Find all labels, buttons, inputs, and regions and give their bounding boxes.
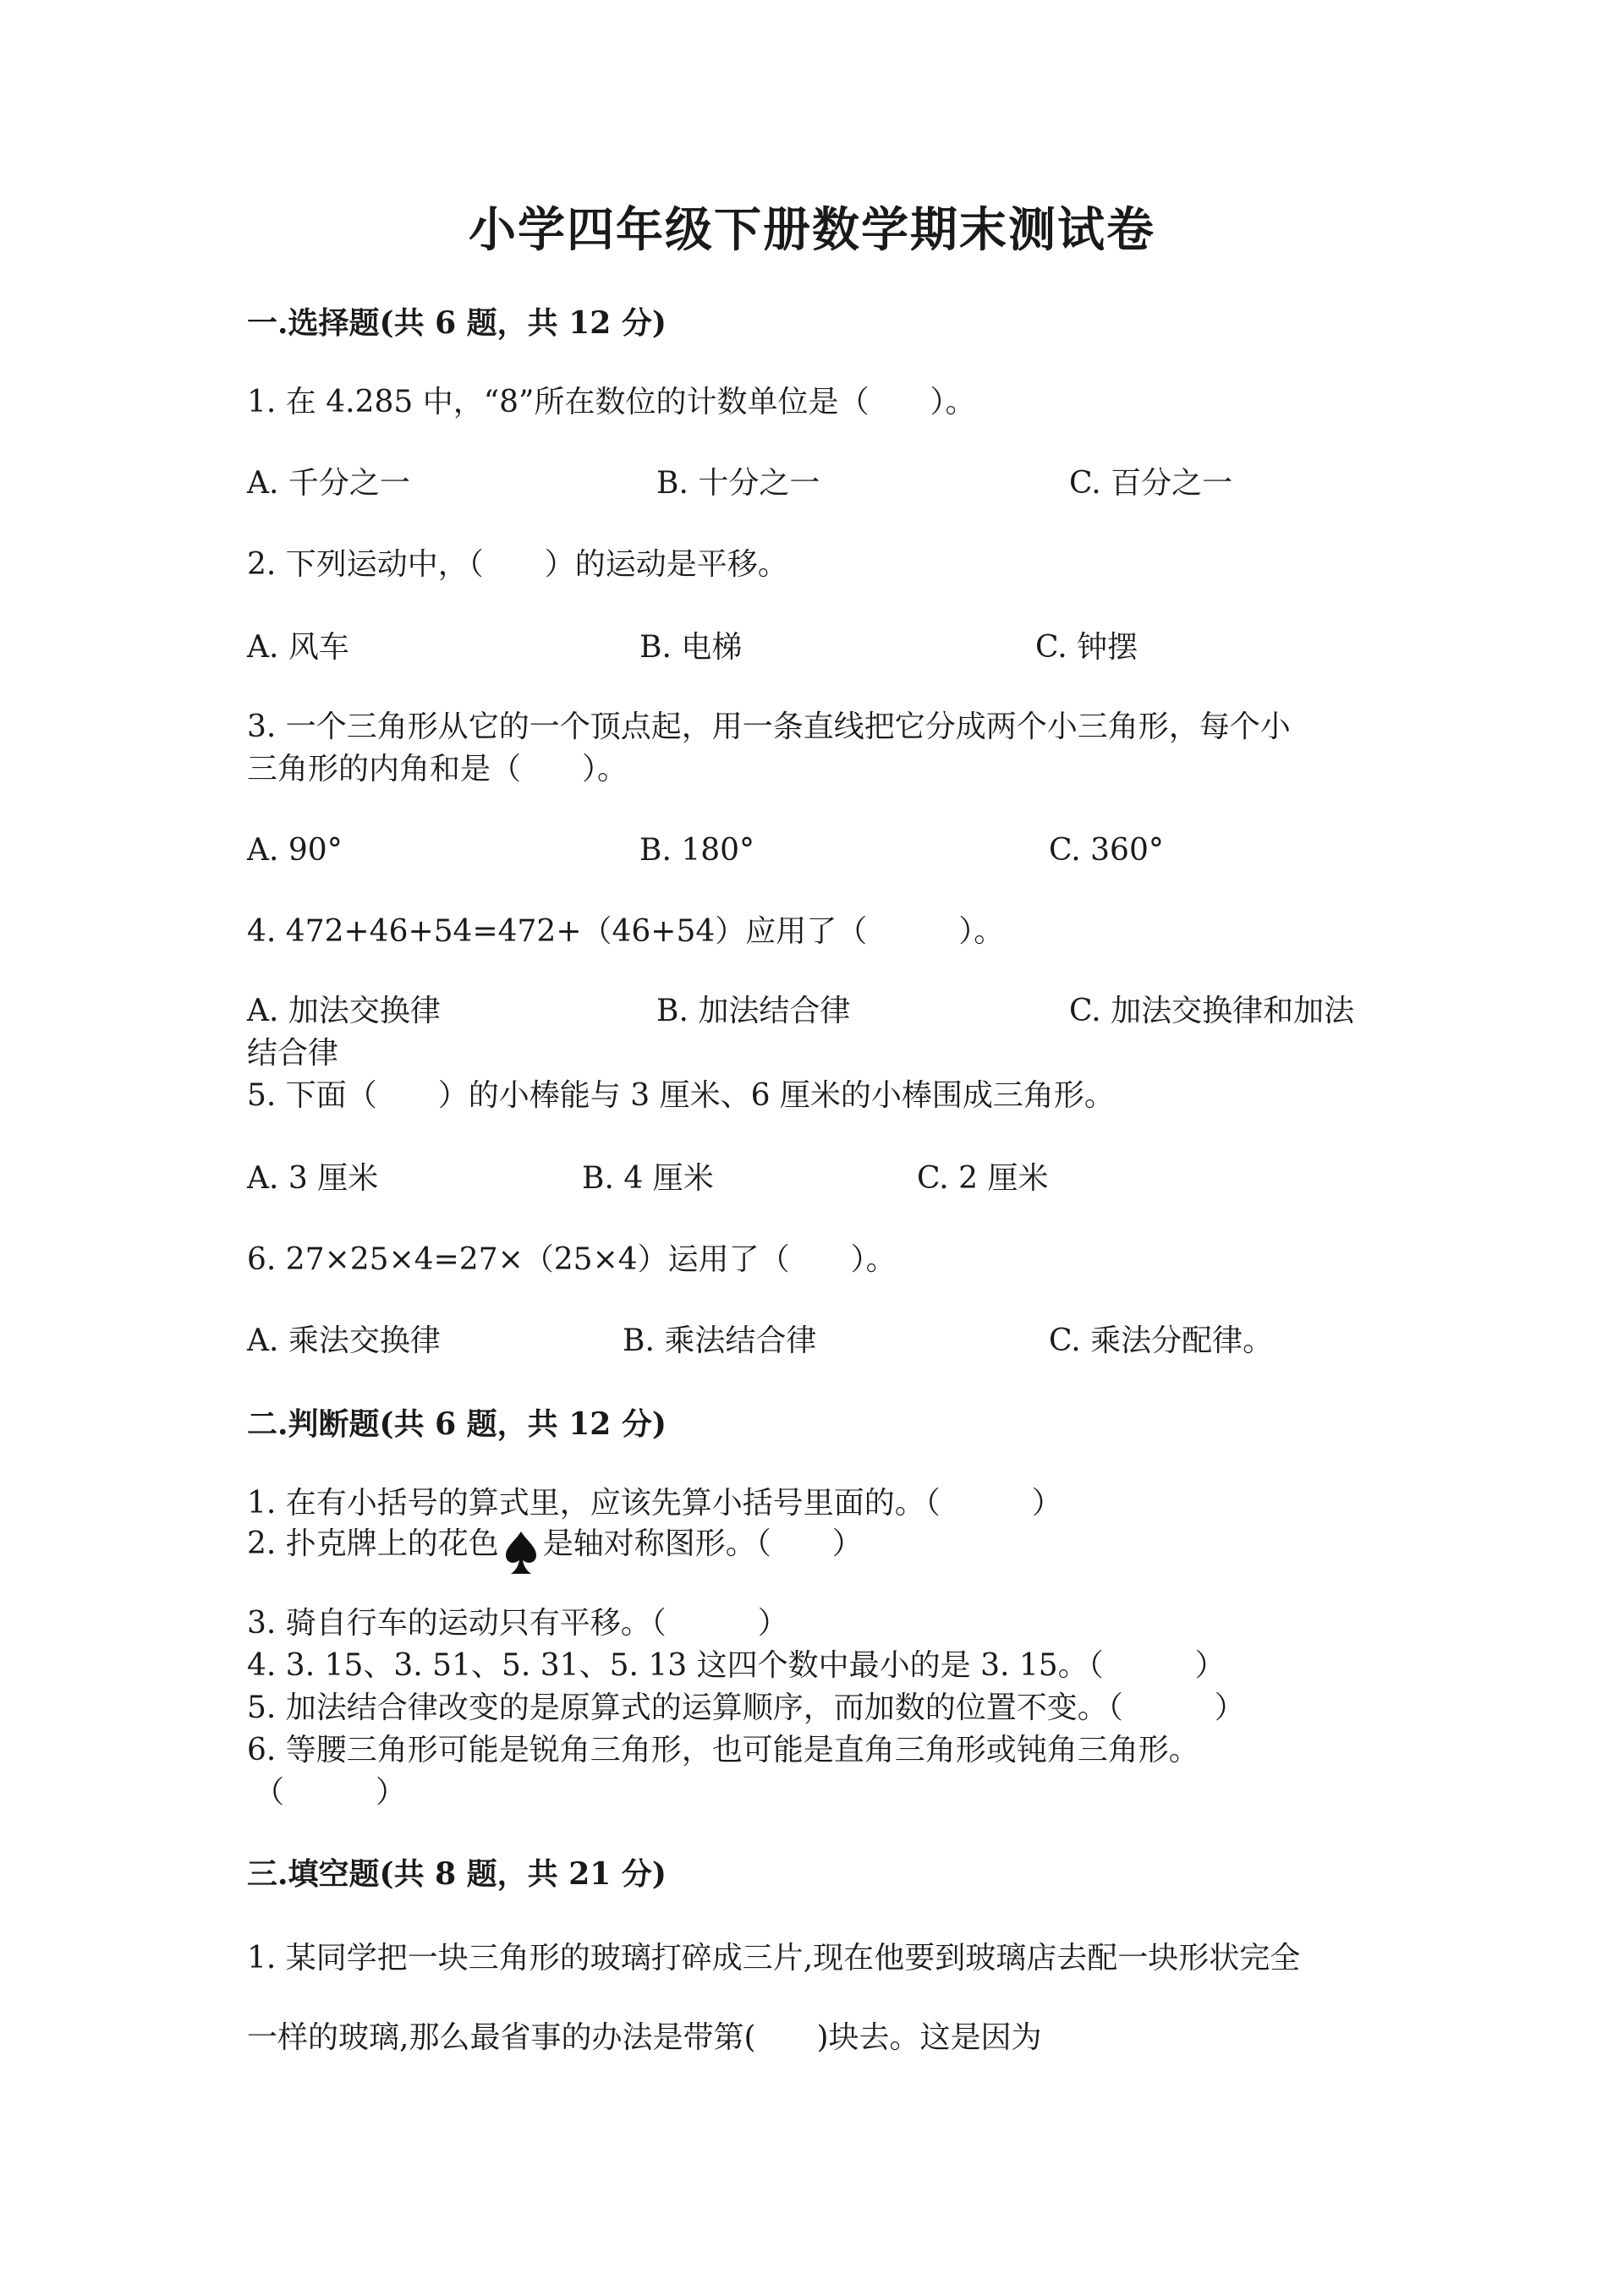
judgment-2-before: 2. 扑克牌上的花色 (247, 1526, 499, 1561)
judgment-5: 5. 加法结合律改变的是原算式的运算顺序，而加数的位置不变。（ ） (247, 1690, 1245, 1725)
option-1-5-b: B. 4 厘米 (582, 1161, 714, 1196)
option-1-1-b: B. 十分之一 (656, 466, 820, 501)
question-1-4: 4. 472+46+54=472+（46+54）应用了（ ）。 (247, 914, 1005, 949)
judgment-2-after: 是轴对称图形。（ ） (542, 1526, 863, 1561)
question-1-1: 1. 在 4.285 中，“8”所在数位的计数单位是（ ）。 (247, 385, 976, 419)
spade-icon (504, 1528, 538, 1575)
section-heading-choice: 一.选择题(共 6 题，共 12 分) (247, 305, 667, 341)
option-1-1-c: C. 百分之一 (1069, 466, 1233, 501)
question-1-3-line2: 三角形的内角和是（ ）。 (247, 752, 628, 786)
question-1-6: 6. 27×25×4=27×（25×4）运用了（ ）。 (247, 1242, 897, 1277)
section-heading-judgment: 二.判断题(共 6 题，共 12 分) (247, 1406, 667, 1442)
option-1-2-a: A. 风车 (247, 630, 349, 665)
option-1-6-b: B. 乘法结合律 (623, 1323, 817, 1358)
judgment-4: 4. 3. 15、3. 51、5. 31、5. 13 这四个数中最小的是 3. 15。（ ） (247, 1648, 1226, 1683)
option-1-3-a: A. 90° (247, 833, 343, 868)
option-1-2-c: C. 钟摆 (1035, 630, 1138, 665)
option-1-5-c: C. 2 厘米 (917, 1161, 1049, 1196)
option-1-1-a: A. 千分之一 (247, 466, 410, 501)
option-1-4-b: B. 加法结合律 (656, 994, 851, 1028)
option-1-3-b: B. 180° (639, 833, 755, 868)
option-1-5-a: A. 3 厘米 (247, 1161, 379, 1196)
fill-1-line1: 1. 某同学把一块三角形的玻璃打碎成三片,现在他要到玻璃店去配一块形状完全 (247, 1941, 1301, 1975)
question-1-3-line1: 3. 一个三角形从它的一个顶点起，用一条直线把它分成两个小三角形，每个小 (247, 710, 1291, 744)
option-1-4-c: C. 加法交换律和加法 (1069, 994, 1355, 1028)
fill-1-line2: 一样的玻璃,那么最省事的办法是带第( )块去。这是因为 (247, 2020, 1042, 2055)
option-1-4-c-wrap: 结合律 (247, 1036, 339, 1071)
judgment-2 (247, 1522, 863, 1575)
judgment-6-line2: （ ） (254, 1775, 407, 1810)
judgment-1: 1. 在有小括号的算式里，应该先算小括号里面的。（ ） (247, 1486, 1062, 1521)
option-1-4-a: A. 加法交换律 (247, 994, 441, 1028)
option-1-6-c: C. 乘法分配律。 (1049, 1323, 1274, 1358)
judgment-6-line1: 6. 等腰三角形可能是锐角三角形，也可能是直角三角形或钝角三角形。 (247, 1733, 1199, 1767)
section-heading-fill: 三.填空题(共 8 题，共 21 分) (247, 1856, 667, 1892)
question-1-5: 5. 下面（ ）的小棒能与 3 厘米、6 厘米的小棒围成三角形。 (247, 1078, 1115, 1113)
question-1-2: 2. 下列运动中，（ ）的运动是平移。 (247, 547, 788, 582)
option-1-2-b: B. 电梯 (639, 630, 743, 665)
option-1-6-a: A. 乘法交换律 (247, 1323, 441, 1358)
option-1-3-c: C. 360° (1049, 833, 1164, 868)
judgment-3: 3. 骑自行车的运动只有平移。（ ） (247, 1606, 788, 1641)
page-title: 小学四年级下册数学期末测试卷 (469, 202, 1155, 258)
